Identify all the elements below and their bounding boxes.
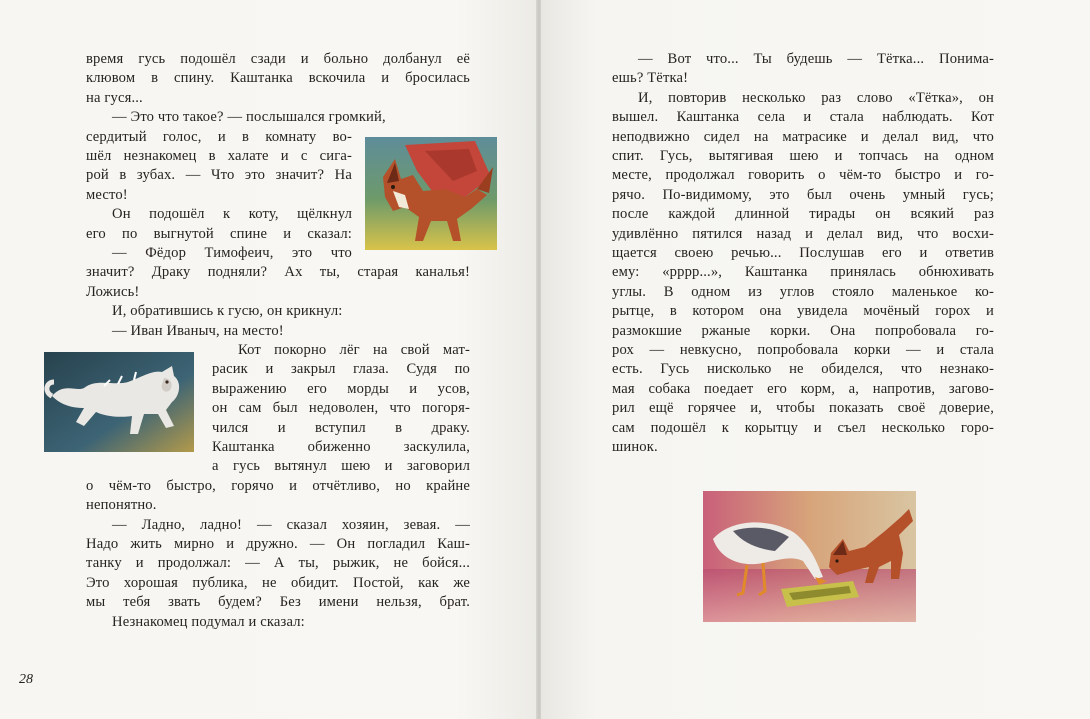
left-line-26: Надо жить мирно и дружно. — Он погладил Каш-: [86, 536, 470, 552]
left-line-12: значит? Драку подняли? Ах ты, старая каналья!: [86, 264, 470, 281]
left-line-4: — Это что такое? — послышался громкий,: [112, 109, 386, 126]
right-line-16: рох — невкусно, попробовала корки — и стала: [612, 342, 994, 358]
left-line-3: на гуся...: [86, 89, 143, 106]
right-line-20: сам подошёл к корытцу и съел несколько горо-: [612, 419, 994, 436]
left-line-21: Каштанка обиженно заскулила,: [212, 439, 470, 455]
right-line-21: шинок.: [612, 439, 658, 455]
right-line-12: ему: «рррр...», Каштанка принялась обнюхивать: [612, 264, 994, 281]
left-line-14: И, обратившись к гусю, он крикнул:: [112, 303, 343, 320]
left-line-23: о чём-то быстро, горячо и отчётливо, но крайне: [86, 477, 470, 494]
right-line-10: удивлённо пятился назад и делал вид, что восхи-: [612, 225, 994, 242]
right-line-18: мая собака поедает его корм, а, напротив, загово-: [612, 380, 994, 397]
right-line-2: ешь? Тётка!: [612, 70, 689, 87]
right-line-15: размокшие ржаные корки. Она попробовала го-: [612, 322, 994, 339]
left-line-7: рой в зубах. — Что это значит? На: [86, 167, 352, 184]
left-line-5: сердитый голос, и в комнату во-: [86, 128, 352, 145]
left-line-1: время гусь подошёл сзади и больно долбанул её: [86, 51, 470, 67]
left-line-24: непонятно.: [86, 497, 157, 514]
left-line-25: — Ладно, ладно! — сказал хозяин, зевая. —: [112, 516, 470, 533]
left-line-9: Он подошёл к коту, щёлкнул: [112, 206, 352, 223]
left-line-19: он сам был недоволен, что погоря-: [212, 400, 470, 417]
right-line-8: рячо. По-видимому, это был очень умный гусь;: [612, 186, 994, 203]
right-line-11: щается своею речью... Послушав его и ответив: [612, 245, 994, 261]
fox-illustration: [365, 137, 497, 250]
right-line-19: рил ещё горячее и, чтобы показать своё доверие,: [612, 400, 994, 417]
right-line-9: после каждой длинной тирады он всякий раз: [612, 206, 994, 223]
cat-illustration: [44, 352, 194, 452]
left-line-27: танку и продолжал: — А ты, рыжик, не бойся...: [86, 555, 470, 572]
left-line-20: чился и вступил в драку.: [212, 419, 470, 436]
right-line-1: — Вот что... Ты будешь — Тётка... Понима-: [638, 51, 994, 67]
page-number: 28: [19, 672, 33, 687]
right-line-13: углы. В одном из углов стояло маленькое ко-: [612, 283, 994, 300]
left-line-29: мы тебя звать будем? Без имени нельзя, брат.: [86, 594, 470, 611]
right-line-14: рытце, в котором она увидела мочёный горох и: [612, 303, 994, 320]
right-line-4: вышел. Каштанка села и стала наблюдать. Кот: [612, 109, 994, 126]
left-page: [0, 0, 537, 719]
left-line-17: расик и закрыл глаза. Судя по: [212, 361, 470, 378]
right-page: [541, 0, 1090, 719]
left-line-18: выражению его морды и усов,: [212, 380, 470, 397]
left-line-16: Кот покорно лёг на свой мат-: [238, 342, 470, 358]
left-line-6: шёл незнакомец в халате и с сига-: [86, 148, 352, 164]
left-line-10: его по выгнутой спине и сказал:: [86, 225, 352, 242]
right-line-17: есть. Гусь нисколько не обиделся, что незнако-: [612, 361, 994, 378]
left-line-22: а гусь вытянул шею и заговорил: [212, 458, 470, 475]
left-line-2: клювом в спину. Каштанка вскочила и бросилась: [86, 70, 470, 87]
left-line-13: Ложись!: [86, 283, 140, 300]
left-line-8: место!: [86, 186, 128, 203]
left-line-15: — Иван Иваныч, на место!: [112, 322, 284, 339]
right-line-5: неподвижно сидел на матрасике и делал вид, что: [612, 128, 994, 145]
left-line-30: Незнакомец подумал и сказал:: [112, 613, 305, 630]
left-line-11: — Фёдор Тимофеич, это что: [112, 245, 352, 261]
right-line-7: месте, продолжал говорить о чём-то быстро и го-: [612, 167, 994, 184]
right-line-3: И, повторив несколько раз слово «Тётка», он: [638, 89, 994, 106]
goose-fox-illustration: [703, 491, 916, 622]
left-line-28: Это хорошая публика, не обидит. Постой, как же: [86, 574, 470, 591]
right-line-6: спит. Гусь, вытягивая шею и топчась на одном: [612, 148, 994, 164]
